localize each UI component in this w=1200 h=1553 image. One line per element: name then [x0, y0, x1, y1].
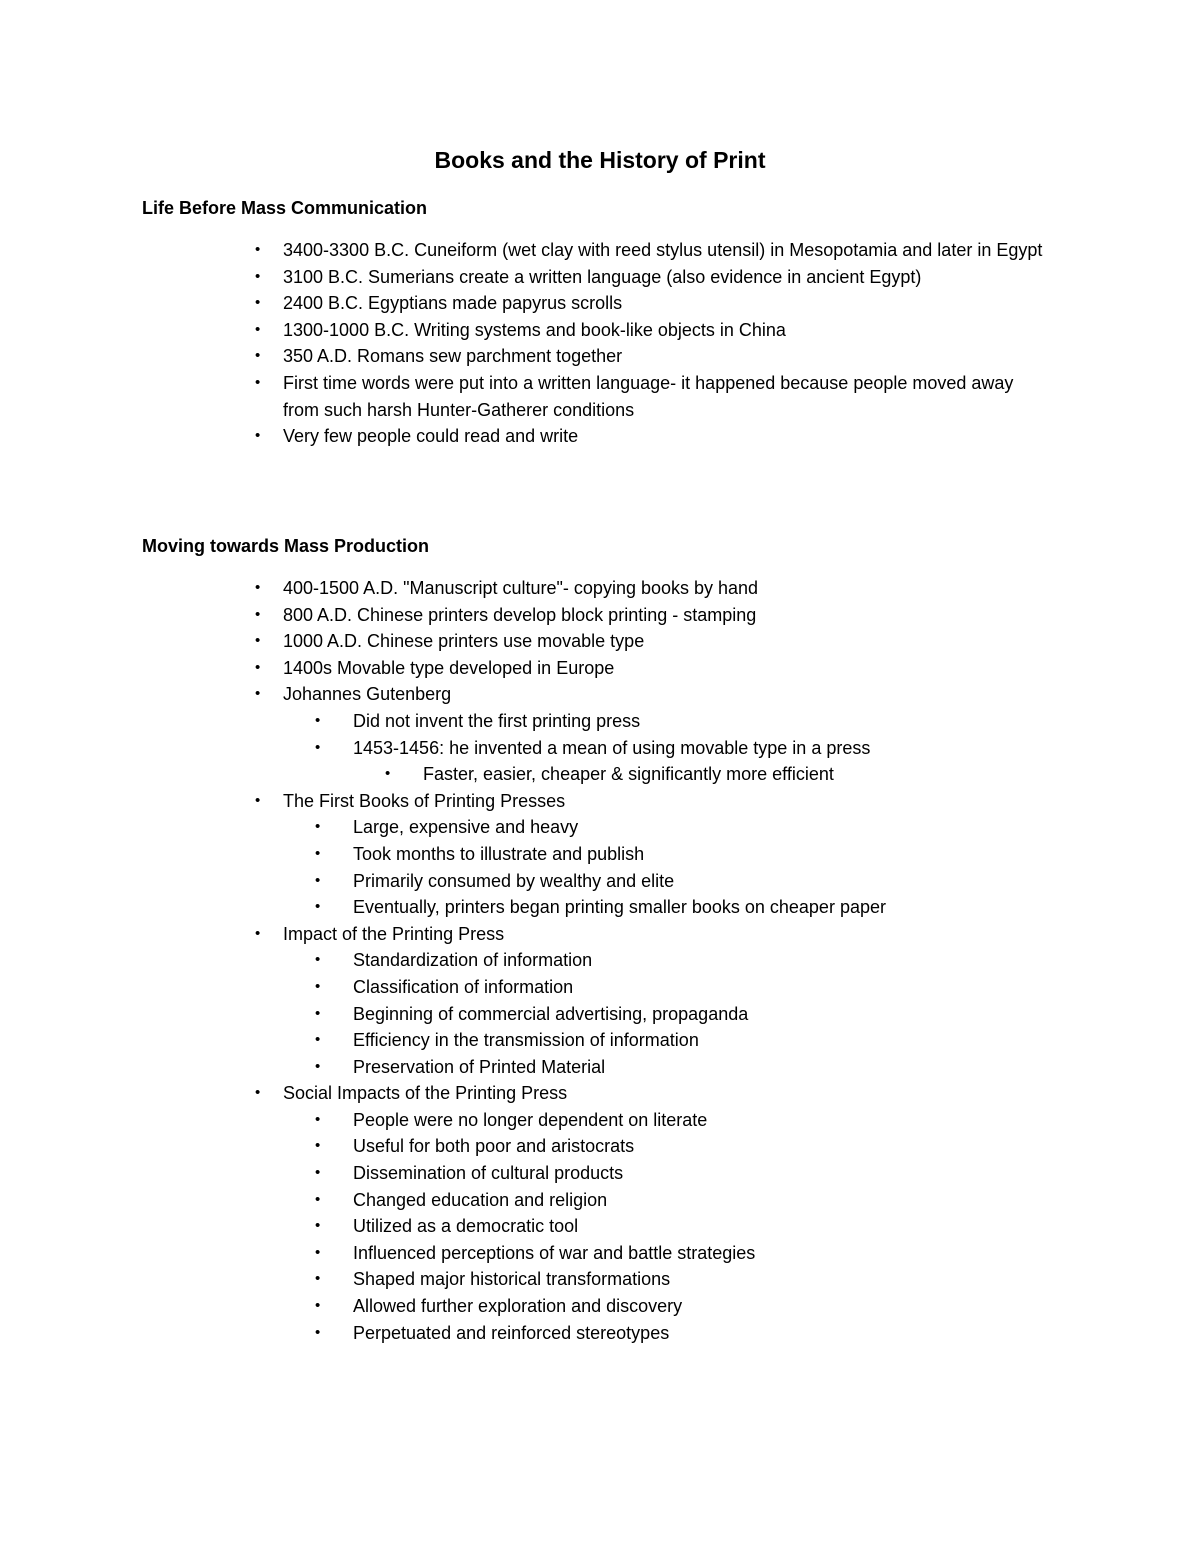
bullet-icon: •	[255, 605, 261, 623]
bullet-icon: •	[315, 977, 321, 995]
list-item-text: Influenced perceptions of war and battle strategies	[353, 1242, 756, 1263]
bullet-icon: •	[255, 791, 261, 809]
list-item	[0, 1320, 1043, 1347]
bullet-icon: •	[385, 765, 391, 783]
list-item	[0, 423, 1043, 450]
list-item	[0, 628, 1043, 655]
list-item-text: 400-1500 A.D. "Manuscript culture"- copying books by hand	[283, 578, 759, 598]
bullet-icon: •	[315, 711, 321, 729]
list-item	[0, 1240, 1043, 1267]
list-item	[0, 947, 1043, 974]
bullet-icon: •	[315, 1190, 321, 1208]
list-item-text: 3400-3300 B.C. Cuneiform (wet clay with reed stylus utensil) in Mesopotamia and later in Egypt	[283, 240, 1043, 260]
list-item-text: Johannes Gutenberg	[283, 684, 452, 705]
list-item-text: Took months to illustrate and publish	[353, 843, 645, 864]
list-item	[0, 575, 1043, 602]
list-item	[0, 1027, 1043, 1054]
bullet-icon: •	[315, 818, 321, 836]
list-item	[0, 370, 1043, 423]
list-item	[0, 894, 1043, 921]
section-heading-moving-towards-mass-production: Moving towards Mass Production	[142, 536, 430, 556]
list-item-text: Changed education and religion	[353, 1189, 608, 1210]
list-item	[0, 655, 1043, 682]
list-item-text: Dissemination of cultural products	[353, 1163, 624, 1184]
list-item-text: Large, expensive and heavy	[353, 817, 579, 838]
list-item	[0, 841, 1043, 868]
list-item-text: Social Impacts of the Printing Press	[283, 1083, 568, 1104]
list-item-text: Did not invent the first printing press	[353, 710, 641, 731]
bullet-icon: •	[315, 1217, 321, 1235]
list-item	[0, 814, 1043, 841]
document-title: Books and the History of Print	[434, 147, 766, 173]
list-item	[0, 1160, 1043, 1187]
list-item-text: Allowed further exploration and discovery	[353, 1296, 683, 1317]
bullet-icon: •	[255, 924, 261, 942]
bullet-icon: •	[255, 347, 261, 365]
bullet-icon: •	[315, 1297, 321, 1315]
bullet-icon: •	[255, 267, 261, 285]
list-item-text: Faster, easier, cheaper & significantly more efficient	[423, 764, 834, 785]
list-item	[0, 1213, 1043, 1240]
bullet-icon: •	[315, 1004, 321, 1022]
list-item	[0, 602, 1043, 629]
bullet-icon: •	[255, 632, 261, 650]
list-item	[0, 290, 1043, 317]
list-item-text: 350 A.D. Romans sew parchment together	[283, 346, 623, 367]
bullet-icon: •	[315, 1137, 321, 1155]
bullet-icon: •	[255, 579, 261, 596]
list-item-text: Primarily consumed by wealthy and elite	[353, 870, 675, 891]
list-item-text: Preservation of Printed Material	[353, 1056, 606, 1077]
bullet-icon: •	[255, 427, 261, 445]
bullet-icon: •	[315, 1270, 321, 1288]
list-item-text: Beginning of commercial advertising, propaganda	[353, 1003, 749, 1024]
list-item	[0, 264, 1043, 291]
bullet-list-moving-towards-mass-production	[0, 575, 1200, 1346]
list-item	[0, 1293, 1043, 1320]
bullet-icon: •	[315, 871, 321, 889]
list-item	[0, 1107, 1043, 1134]
bullet-icon: •	[315, 1243, 321, 1261]
list-item-text: Eventually, printers began printing smaller books on cheaper paper	[353, 897, 886, 918]
list-item	[0, 974, 1043, 1001]
list-item-text: Classification of information	[353, 976, 574, 997]
list-item	[0, 1080, 1043, 1107]
list-item-text: Useful for both poor and aristocrats	[353, 1136, 635, 1157]
list-item-text: The First Books of Printing Presses	[283, 790, 566, 811]
bullet-icon: •	[315, 951, 321, 969]
list-item-text: Perpetuated and reinforced stereotypes	[353, 1322, 670, 1343]
bullet-icon: •	[315, 1057, 321, 1075]
list-item	[0, 868, 1043, 895]
bullet-icon: •	[255, 320, 261, 338]
list-item-text: People were no longer dependent on literate	[353, 1109, 708, 1130]
list-item-text: Very few people could read and write	[283, 426, 579, 447]
bullet-icon: •	[315, 1031, 321, 1049]
list-item-text: 2400 B.C. Egyptians made papyrus scrolls	[283, 293, 623, 314]
list-item	[0, 1266, 1043, 1293]
bullet-icon: •	[255, 294, 261, 312]
bullet-icon: •	[255, 241, 261, 258]
bullet-icon: •	[255, 658, 261, 676]
list-item-text: 1453-1456: he invented a mean of using movable type in a press	[353, 737, 871, 758]
list-item-text: Utilized as a democratic tool	[353, 1216, 579, 1237]
list-item-text: 1400s Movable type developed in Europe	[283, 657, 615, 678]
list-item	[0, 708, 1043, 735]
list-item	[0, 237, 1043, 264]
list-item	[0, 788, 1043, 815]
list-item	[0, 761, 1043, 788]
bullet-icon: •	[255, 373, 261, 391]
list-item-text: Shaped major historical transformations	[353, 1269, 671, 1290]
bullet-icon: •	[315, 898, 321, 916]
bullet-icon: •	[255, 1084, 261, 1102]
list-item-text: First time words were put into a written language- it happened because people moved away from such harsh Hunter-Gatherer conditions	[283, 372, 1014, 420]
list-item	[0, 1133, 1043, 1160]
list-item-text: Standardization of information	[353, 950, 593, 971]
list-item-text: Impact of the Printing Press	[283, 923, 505, 944]
list-item	[0, 317, 1043, 344]
list-item-text: 3100 B.C. Sumerians create a written language (also evidence in ancient Egypt)	[283, 266, 922, 287]
bullet-icon: •	[315, 738, 321, 756]
list-item	[0, 735, 1043, 762]
list-item	[0, 921, 1043, 948]
list-item	[0, 1054, 1043, 1081]
list-item-text: 1300-1000 B.C. Writing systems and book-like objects in China	[283, 319, 786, 340]
bullet-icon: •	[315, 1323, 321, 1341]
bullet-icon: •	[315, 1110, 321, 1128]
bullet-list-life-before-mass-communication	[0, 237, 1200, 450]
list-item-text: 800 A.D. Chinese printers develop block printing - stamping	[283, 604, 757, 625]
list-item	[0, 1187, 1043, 1214]
list-item-text: 1000 A.D. Chinese printers use movable type	[283, 631, 645, 652]
bullet-icon: •	[255, 685, 261, 703]
bullet-icon: •	[315, 844, 321, 862]
list-item	[0, 681, 1043, 708]
list-item	[0, 1001, 1043, 1028]
section-heading-life-before-mass-communication: Life Before Mass Communication	[142, 198, 428, 218]
bullet-icon: •	[315, 1164, 321, 1182]
list-item	[0, 343, 1043, 370]
list-item-text: Efficiency in the transmission of information	[353, 1030, 699, 1051]
